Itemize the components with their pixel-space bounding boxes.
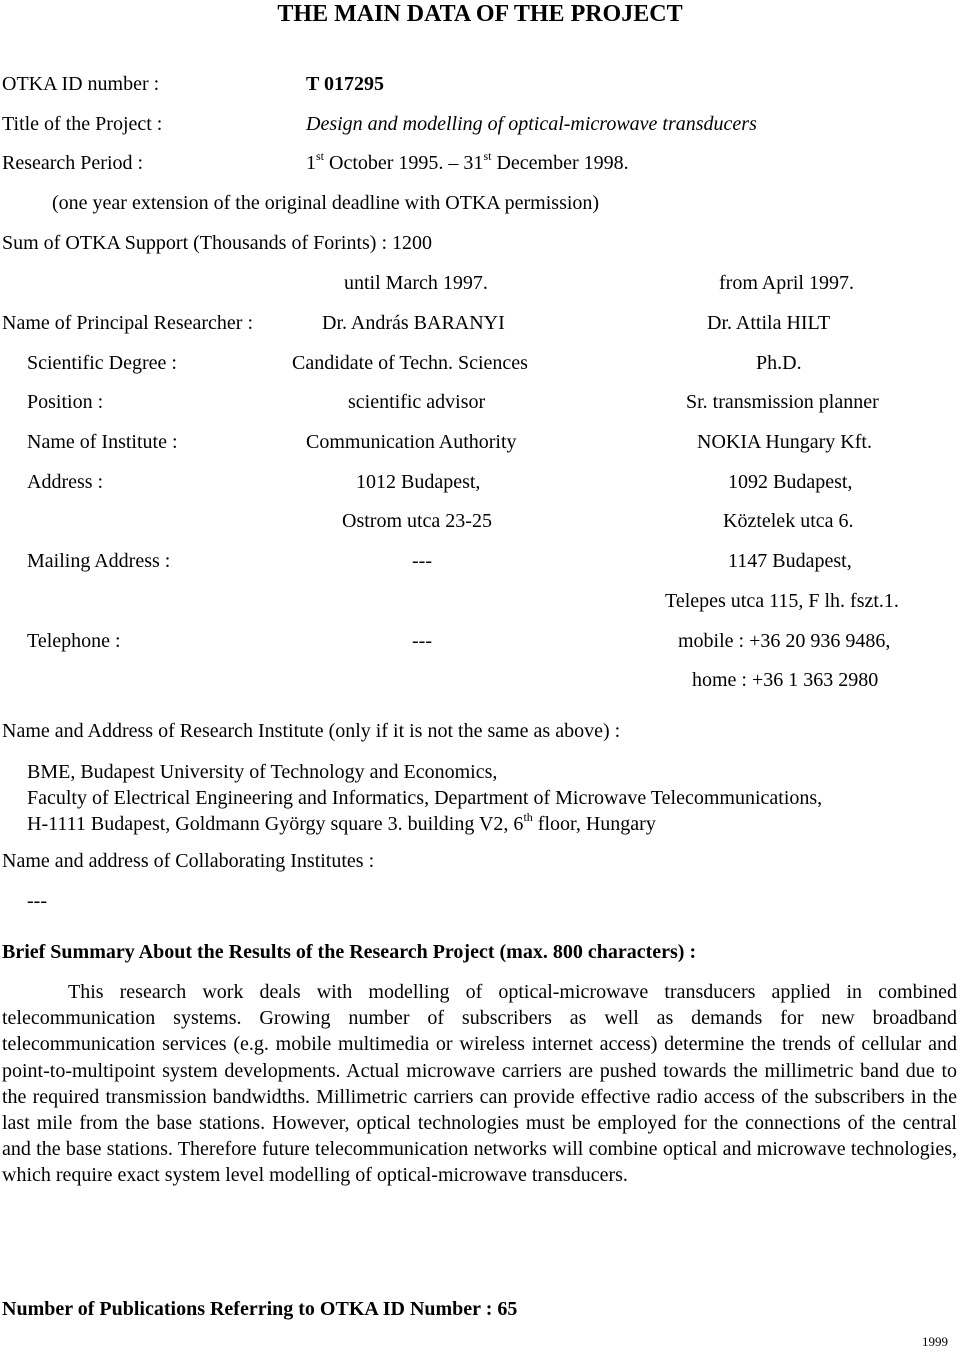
telephone-label: Telephone : xyxy=(27,630,121,652)
otka-id-value: T 017295 xyxy=(306,73,384,95)
principal-researcher-b: Dr. Attila HILT xyxy=(707,312,831,334)
collaborating-institutes-label: Name and address of Collaborating Institutes : xyxy=(2,850,375,872)
otka-id-label: OTKA ID number : xyxy=(2,73,160,95)
otka-support: Sum of OTKA Support (Thousands of Forints) : 1200 xyxy=(2,232,432,254)
address-a-line2: Ostrom utca 23-25 xyxy=(342,510,492,532)
address-b-line1: 1092 Budapest, xyxy=(728,471,853,493)
principal-researcher-label: Name of Principal Researcher : xyxy=(2,312,254,334)
mailing-address-label: Mailing Address : xyxy=(27,550,171,572)
collaborating-institutes-value: --- xyxy=(27,890,47,912)
summary-paragraph xyxy=(2,979,957,1189)
telephone-b-home: home : +36 1 363 2980 xyxy=(692,669,879,691)
research-period-label: Research Period : xyxy=(2,152,144,174)
footer-year: 1999 xyxy=(922,1334,948,1349)
research-institute-line3: H-1111 Budapest, Goldmann György square 3. building V2, 6th floor, Hungary xyxy=(27,810,656,835)
extension-note: (one year extension of the original deadline with OTKA permission) xyxy=(52,192,600,214)
page-title: THE MAIN DATA OF THE PROJECT xyxy=(277,1,683,27)
mailing-address-b-line1: 1147 Budapest, xyxy=(728,550,852,572)
summary-text: This research work deals with modelling of optical-microwave transducers applied in combined telecommunication systems. Growing number of subscribers as well as demands for new broadband telecommunication services (e.g. mobile multimedia or wireless internet access) determine the trends of cellular and point-to-multipoint system developments. Actual microwave carriers are pushed towards the millimetric band due to the required transmission bandwidths. Millimetric carriers can provide effective radio access of the subscribers in the last mile from the base stations. However, optical technologies must be employed for the connections of the central and the base stations. Therefore future telecommunication networks will combine optical and microwave technologies, which require exact system level modelling of optical-microwave transducers. xyxy=(2,981,957,1187)
research-institute-line1: BME, Budapest University of Technology and Economics, xyxy=(27,761,498,783)
position-a: scientific advisor xyxy=(348,391,486,413)
research-period-value: 1st October 1995. – 31st December 1998. xyxy=(306,149,629,174)
principal-researcher-a: Dr. András BARANYI xyxy=(322,312,505,334)
address-b-line2: Köztelek utca 6. xyxy=(723,510,854,532)
institute-label: Name of Institute : xyxy=(27,431,178,453)
telephone-a: --- xyxy=(412,630,432,652)
project-title-value: Design and modelling of optical-microwave transducers xyxy=(306,113,757,135)
institute-b: NOKIA Hungary Kft. xyxy=(697,431,872,453)
column-header-until: until March 1997. xyxy=(344,272,488,294)
project-title-label: Title of the Project : xyxy=(2,113,163,135)
position-label: Position : xyxy=(27,391,104,413)
research-institute-line2: Faculty of Electrical Engineering and Informatics, Department of Microwave Telecommunications, xyxy=(27,787,823,809)
column-header-from: from April 1997. xyxy=(719,272,854,294)
mailing-address-b-line2: Telepes utca 115, F lh. fszt.1. xyxy=(665,590,899,612)
institute-a: Communication Authority xyxy=(306,431,517,453)
degree-label: Scientific Degree : xyxy=(27,352,177,374)
address-label: Address : xyxy=(27,471,104,493)
position-b: Sr. transmission planner xyxy=(686,391,879,413)
mailing-address-a: --- xyxy=(412,550,432,572)
telephone-b-mobile: mobile : +36 20 936 9486, xyxy=(678,630,891,652)
degree-b: Ph.D. xyxy=(756,352,802,374)
degree-a: Candidate of Techn. Sciences xyxy=(292,352,528,374)
research-institute-label: Name and Address of Research Institute (only if it is not the same as above) : xyxy=(2,720,621,742)
summary-heading: Brief Summary About the Results of the Research Project (max. 800 characters) : xyxy=(2,941,697,963)
publications-count: Number of Publications Referring to OTKA ID Number : 65 xyxy=(2,1298,518,1320)
address-a-line1: 1012 Budapest, xyxy=(356,471,481,493)
